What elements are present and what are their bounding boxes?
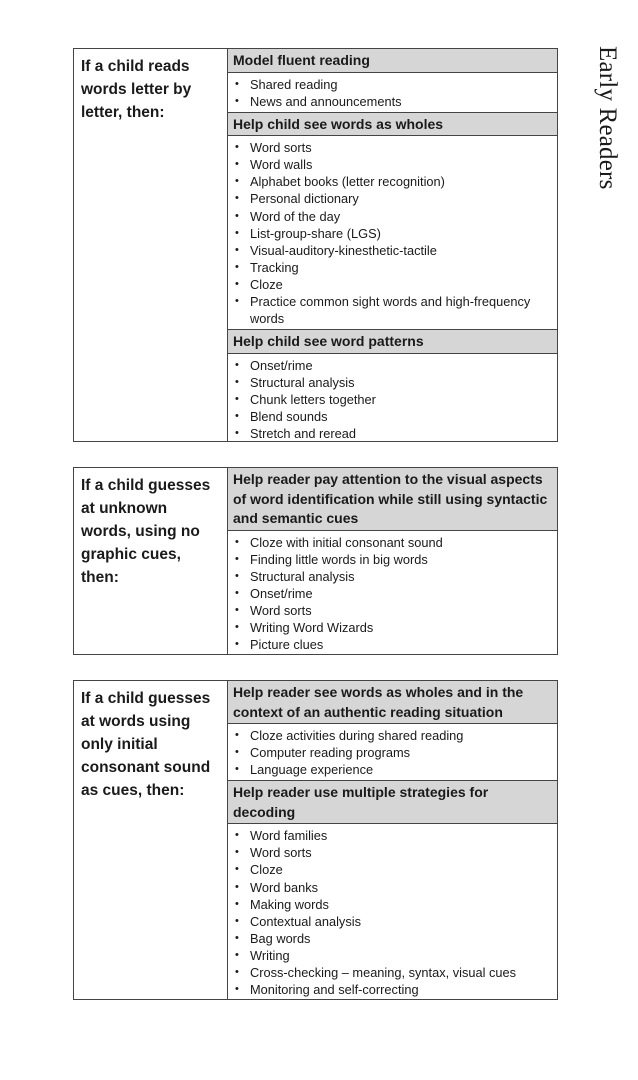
strategy-item: • Structural analysis [234, 374, 549, 391]
strategy-item: • Structural analysis [234, 568, 549, 585]
strategy-table-letter-by-letter [73, 48, 558, 442]
strategy-item: • Monitoring and self-correcting [234, 981, 549, 998]
strategy-list [228, 724, 557, 780]
strategy-item: • Practice common sight words and high-frequency words [234, 293, 549, 327]
strategy-list [228, 136, 557, 329]
strategy-list [228, 354, 557, 444]
strategy-item: • Cloze [234, 861, 549, 878]
strategy-list [228, 531, 557, 656]
strategy-item: • News and announcements [234, 93, 549, 110]
strategy-item: • Writing [234, 947, 549, 964]
strategy-item: • Word sorts [234, 139, 549, 156]
condition-cell: If a child guesses at unknown words, using no graphic cues, then: [74, 468, 228, 654]
strategy-item: • Cloze [234, 276, 549, 293]
condition-cell: If a child reads words letter by letter, then: [74, 49, 228, 441]
strategy-list [228, 73, 557, 112]
strategy-item: • Cross-checking – meaning, syntax, visual cues [234, 964, 549, 981]
strategies-column [228, 681, 557, 999]
strategy-list [228, 824, 557, 1000]
page-side-title: Early Readers [594, 46, 621, 190]
strategy-header: Help child see words as wholes [228, 112, 557, 137]
strategy-item: • List-group-share (LGS) [234, 225, 549, 242]
strategy-item: • Contextual analysis [234, 913, 549, 930]
strategy-item: • Word walls [234, 156, 549, 173]
strategy-item: • Chunk letters together [234, 391, 549, 408]
strategy-item: • Cloze with initial consonant sound [234, 534, 549, 551]
strategies-column [228, 468, 557, 654]
strategy-item: • Finding little words in big words [234, 551, 549, 568]
strategy-header: Help reader see words as wholes and in the context of an authentic reading situation [228, 681, 557, 724]
strategy-item: • Writing Word Wizards [234, 619, 549, 636]
strategy-table-initial-consonant [73, 680, 558, 1000]
strategy-item: • Language experience [234, 761, 549, 778]
strategy-item: • Computer reading programs [234, 744, 549, 761]
condition-cell: If a child guesses at words using only initial consonant sound as cues, then: [74, 681, 228, 999]
strategy-item: • Onset/rime [234, 585, 549, 602]
strategy-item: • Onset/rime [234, 357, 549, 374]
strategy-item: • Cloze activities during shared reading [234, 727, 549, 744]
strategy-item: • Tracking [234, 259, 549, 276]
strategy-item: • Personal dictionary [234, 190, 549, 207]
strategies-column [228, 49, 557, 441]
strategy-item: • Word sorts [234, 844, 549, 861]
strategy-item: • Word of the day [234, 208, 549, 225]
strategy-item: • Alphabet books (letter recognition) [234, 173, 549, 190]
strategy-item: • Visual-auditory-kinesthetic-tactile [234, 242, 549, 259]
strategy-item: • Picture clues [234, 636, 549, 653]
strategy-header: Help child see word patterns [228, 329, 557, 354]
strategy-table-no-graphic-cues [73, 467, 558, 655]
strategy-header: Help reader use multiple strategies for decoding [228, 780, 557, 824]
strategy-item: • Word sorts [234, 602, 549, 619]
strategy-item: • Stretch and reread [234, 425, 549, 442]
strategy-item: • Making words [234, 896, 549, 913]
strategy-item: • Word banks [234, 879, 549, 896]
strategy-item: • Blend sounds [234, 408, 549, 425]
strategy-header: Model fluent reading [228, 49, 557, 73]
strategy-item: • Shared reading [234, 76, 549, 93]
strategy-header: Help reader pay attention to the visual aspects of word identification while still using syntactic and semantic cues [228, 468, 557, 531]
strategy-item: • Word families [234, 827, 549, 844]
strategy-item: • Bag words [234, 930, 549, 947]
